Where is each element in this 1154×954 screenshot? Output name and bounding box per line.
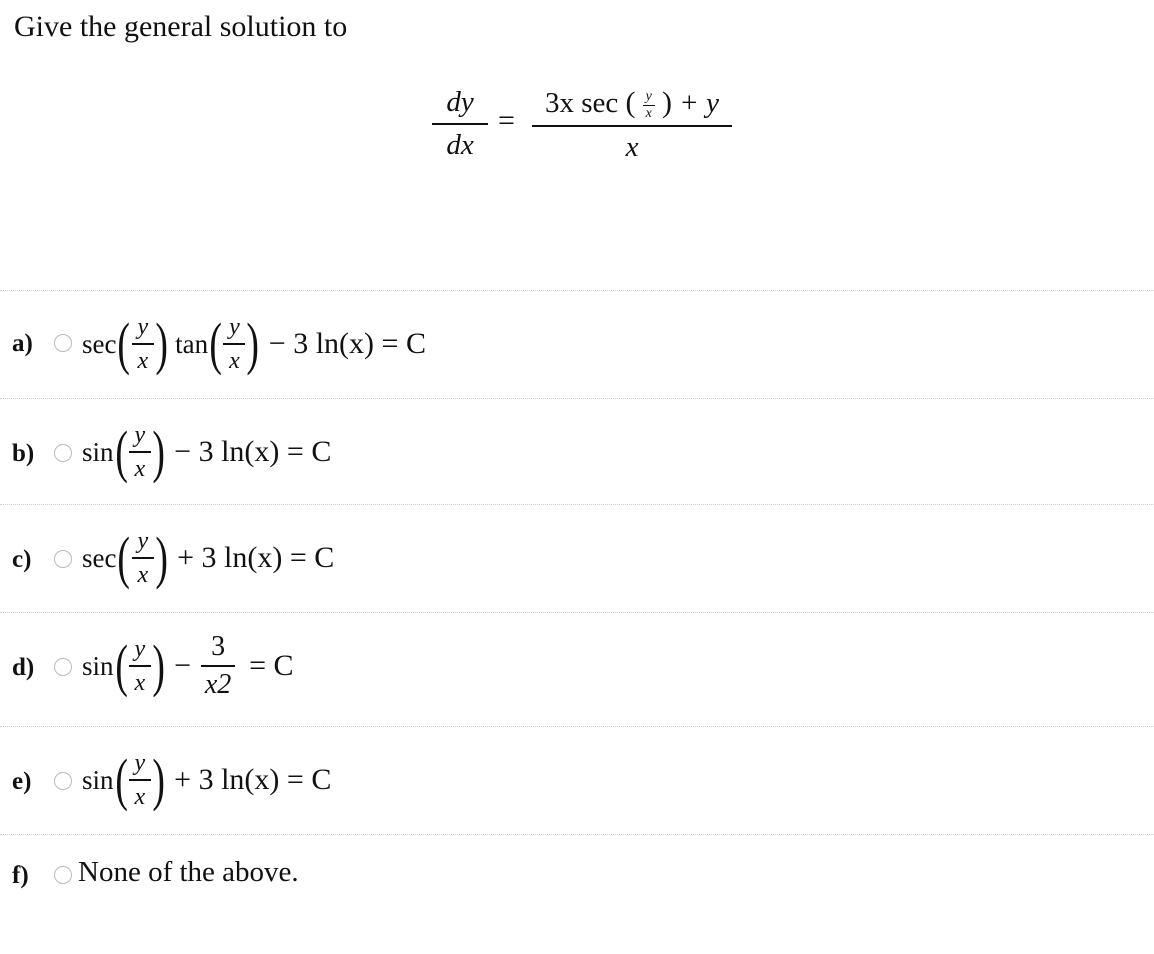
rhs-inner-fraction bbox=[643, 90, 655, 122]
option-d-rest: = C bbox=[249, 649, 294, 682]
paren-open: ( bbox=[114, 747, 128, 812]
fn-sin: sin bbox=[82, 650, 114, 681]
lhs-numerator: dy bbox=[446, 86, 474, 118]
frac-num: y bbox=[137, 314, 149, 340]
rhs-fraction bbox=[532, 86, 732, 164]
option-b-radio[interactable] bbox=[54, 444, 72, 462]
rhs-denominator: x bbox=[625, 131, 639, 164]
divider bbox=[0, 726, 1154, 727]
frac-bar bbox=[129, 451, 151, 453]
rhs-numerator bbox=[532, 86, 732, 121]
y-over-x-fraction bbox=[129, 751, 151, 809]
option-e-radio[interactable] bbox=[54, 772, 72, 790]
option-b bbox=[0, 402, 1154, 502]
option-label: e) bbox=[12, 768, 32, 795]
divider bbox=[0, 612, 1154, 613]
paren-close: ) bbox=[155, 311, 168, 376]
frac-bar bbox=[201, 665, 235, 667]
paren-open: ( bbox=[114, 419, 128, 484]
lhs-denominator: dx bbox=[446, 129, 474, 161]
rhs-inner-denominator: x bbox=[645, 106, 652, 122]
equals-sign: = bbox=[498, 104, 515, 137]
y-over-x-fraction bbox=[129, 423, 151, 481]
option-c-expression bbox=[82, 518, 334, 598]
paren-open: ( bbox=[114, 633, 128, 698]
frac-bar bbox=[223, 343, 245, 345]
option-e-expression bbox=[82, 740, 331, 820]
frac-den: x bbox=[134, 784, 146, 810]
frac-num: 3 bbox=[211, 631, 226, 662]
fn-tan: tan bbox=[175, 328, 209, 359]
option-b-rest: − 3 ln(x) = C bbox=[174, 435, 332, 468]
rhs-fraction-bar bbox=[532, 125, 732, 127]
paren-close: ) bbox=[152, 633, 165, 698]
main-equation bbox=[432, 86, 752, 176]
option-b-expression bbox=[82, 412, 331, 492]
option-a-rest: − 3 ln(x) = C bbox=[268, 327, 426, 360]
y-over-x-fraction bbox=[129, 637, 151, 695]
frac-den: x bbox=[137, 562, 149, 588]
paren-open: ( bbox=[209, 311, 223, 376]
frac-den: x bbox=[134, 670, 146, 696]
rhs-paren-close: ) bbox=[662, 86, 673, 119]
fn-sec: sec bbox=[82, 328, 117, 359]
rhs-inner-numerator: y bbox=[645, 88, 652, 104]
fn-sec: sec bbox=[82, 542, 117, 573]
divider bbox=[0, 834, 1154, 835]
paren-close: ) bbox=[152, 419, 165, 484]
frac-den: x bbox=[229, 348, 240, 374]
option-f-text: None of the above. bbox=[78, 856, 299, 888]
frac-num: y bbox=[137, 528, 149, 554]
option-c-radio[interactable] bbox=[54, 550, 72, 568]
paren-close: ) bbox=[155, 525, 168, 590]
y-over-x-fraction bbox=[132, 529, 154, 587]
fn-sin: sin bbox=[82, 436, 114, 467]
option-a bbox=[0, 294, 1154, 394]
option-e-rest: + 3 ln(x) = C bbox=[174, 763, 332, 796]
option-label: d) bbox=[12, 654, 35, 681]
option-f-radio[interactable] bbox=[54, 866, 72, 884]
option-a-radio[interactable] bbox=[54, 334, 72, 352]
frac-den: x bbox=[134, 456, 146, 482]
option-a-expression bbox=[82, 304, 426, 384]
rhs-num-part-b: + y bbox=[679, 87, 719, 119]
frac-bar bbox=[132, 343, 154, 345]
option-label: f) bbox=[12, 862, 29, 889]
option-d-expression bbox=[82, 626, 294, 706]
option-e bbox=[0, 730, 1154, 830]
y-over-x-fraction bbox=[132, 315, 154, 373]
option-c-rest: + 3 ln(x) = C bbox=[177, 541, 335, 574]
divider bbox=[0, 290, 1154, 291]
rhs-num-part-a: 3x sec bbox=[545, 87, 619, 119]
divider bbox=[0, 398, 1154, 399]
paren-close: ) bbox=[246, 311, 260, 376]
frac-num: y bbox=[134, 750, 146, 776]
fn-sin: sin bbox=[82, 764, 114, 795]
option-d-radio[interactable] bbox=[54, 658, 72, 676]
option-d bbox=[0, 616, 1154, 716]
three-over-x-squared bbox=[201, 633, 235, 699]
option-c bbox=[0, 508, 1154, 608]
option-label: b) bbox=[12, 440, 35, 467]
frac-bar bbox=[129, 779, 151, 781]
option-label: a) bbox=[12, 330, 33, 357]
frac-bar bbox=[129, 665, 151, 667]
option-f bbox=[0, 838, 1154, 938]
frac-den: x2 bbox=[204, 669, 232, 700]
frac-num: y bbox=[229, 314, 240, 340]
paren-close: ) bbox=[152, 747, 165, 812]
frac-num: y bbox=[134, 636, 146, 662]
paren-open: ( bbox=[117, 525, 131, 590]
frac-bar bbox=[132, 557, 154, 559]
lhs-fraction-bar bbox=[432, 123, 488, 125]
y-over-x-fraction bbox=[223, 315, 245, 373]
question-prompt: Give the general solution to bbox=[14, 10, 348, 43]
minus-sign: − bbox=[174, 649, 192, 682]
frac-num: y bbox=[134, 422, 146, 448]
paren-open: ( bbox=[117, 311, 131, 376]
option-label: c) bbox=[12, 546, 32, 573]
divider bbox=[0, 504, 1154, 505]
rhs-paren-open: ( bbox=[625, 86, 636, 119]
lhs-fraction bbox=[432, 86, 488, 162]
frac-den: x bbox=[137, 348, 149, 374]
